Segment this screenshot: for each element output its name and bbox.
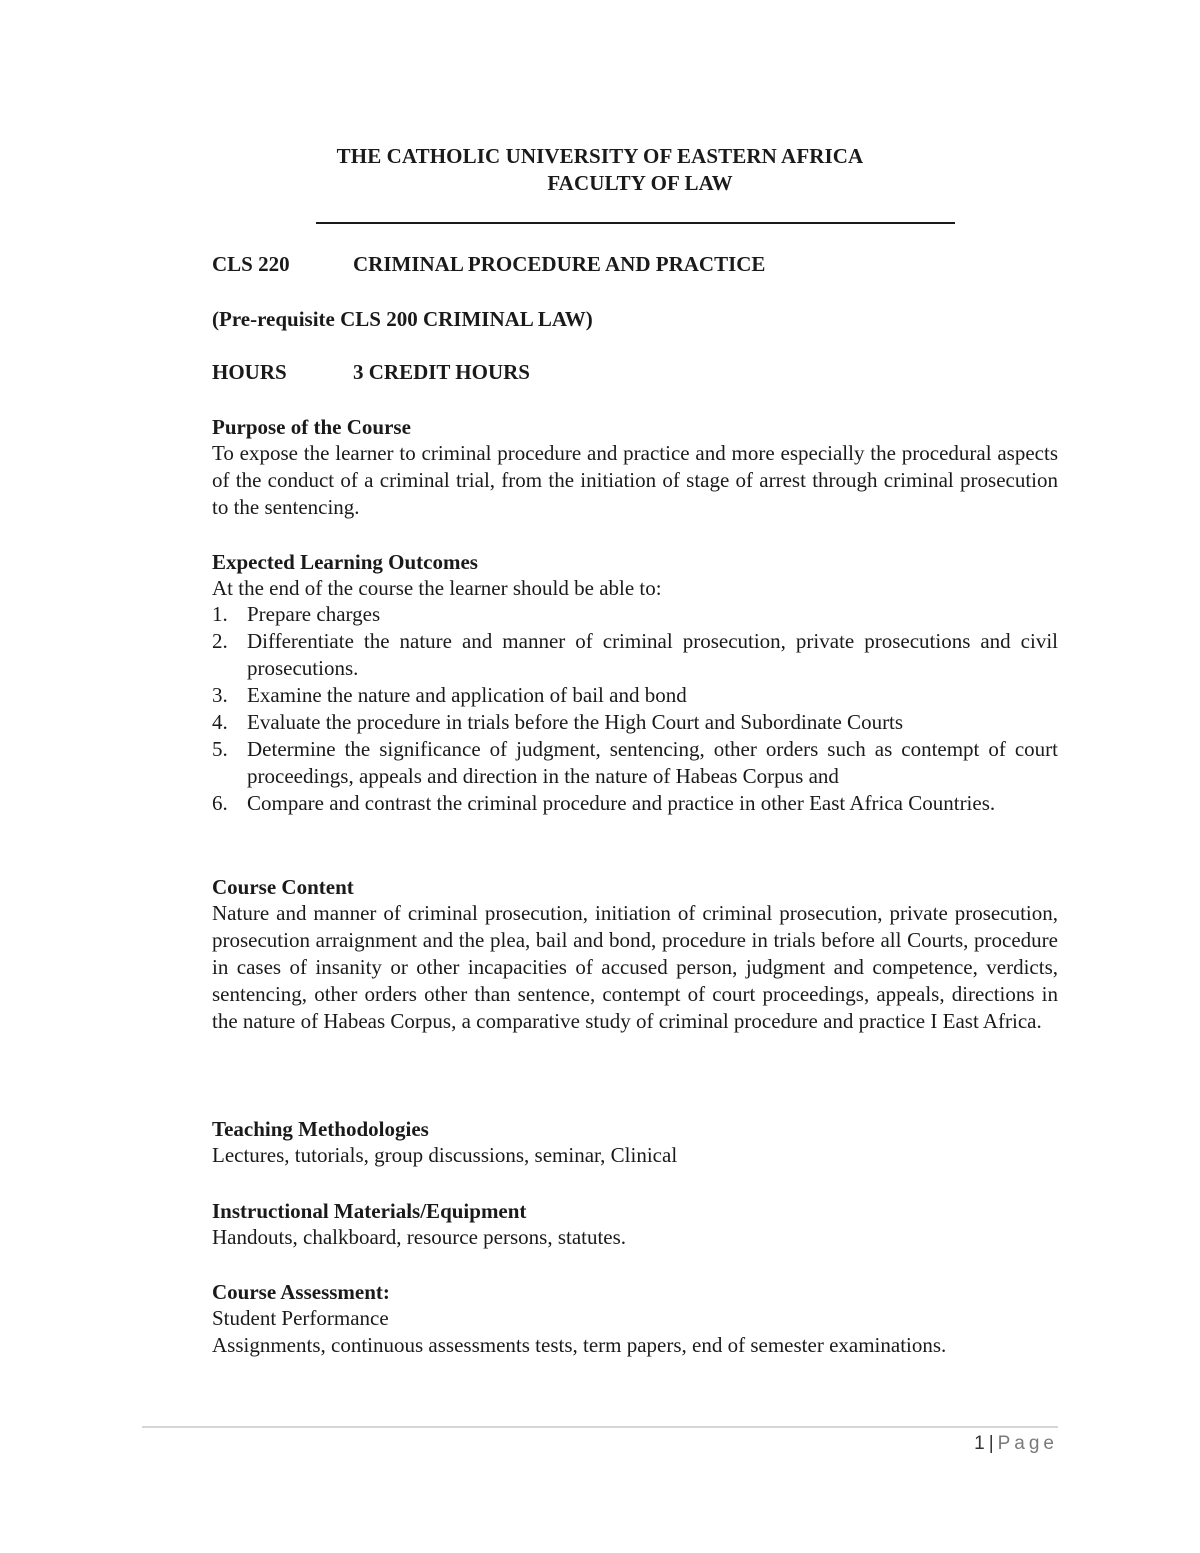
header-divider [316, 222, 955, 224]
outcomes-heading: Expected Learning Outcomes [212, 550, 478, 574]
content-heading: Course Content [212, 875, 354, 899]
teaching-heading: Teaching Methodologies [212, 1117, 429, 1141]
purpose-text: To expose the learner to criminal procedure and practice and more especially the procedural aspects of the conduct of a criminal trial, from the initiation of stage of arrest through criminal prosecution to the sentencing. [212, 441, 1058, 519]
list-item [212, 736, 1058, 790]
course-code: CLS 220 [212, 252, 290, 276]
list-item-text: Compare and contrast the criminal procedure and practice in other East Africa Countries. [247, 791, 996, 815]
list-item-text: Evaluate the procedure in trials before the High Court and Subordinate Courts [247, 710, 904, 734]
list-item [212, 682, 1058, 709]
materials-heading: Instructional Materials/Equipment [212, 1199, 527, 1223]
outcomes-list [212, 601, 1058, 817]
page-number [974, 1433, 1058, 1455]
list-number: 6. [212, 791, 228, 815]
course-title: CRIMINAL PROCEDURE AND PRACTICE [353, 252, 766, 276]
list-number: 3. [212, 683, 228, 707]
list-item-text: Differentiate the nature and manner of criminal prosecution, private prosecutions and civil prosecutions. [247, 629, 1058, 680]
list-number: 5. [212, 737, 228, 761]
list-item [212, 601, 1058, 628]
university-name: THE CATHOLIC UNIVERSITY OF EASTERN AFRICA [336, 144, 864, 168]
materials-text: Handouts, chalkboard, resource persons, statutes. [212, 1225, 627, 1249]
list-number: 2. [212, 629, 228, 653]
purpose-heading: Purpose of the Course [212, 415, 411, 439]
list-item [212, 790, 1058, 817]
course-code-row [212, 252, 766, 277]
assessment-line-2: Assignments, continuous assessments tests, term papers, end of semester examinations. [212, 1333, 947, 1357]
list-number: 4. [212, 710, 228, 734]
list-item [212, 628, 1058, 682]
outcomes-intro: At the end of the course the learner should be able to: [212, 576, 662, 600]
content-text: Nature and manner of criminal prosecution, initiation of criminal prosecution, private prosecution, prosecution arraignment and the plea, bail and bond, procedure in trials before all Courts, procedure in cases of insanity or other incapacities of accused person, judgment and competence, verdicts, sentencing, other orders other than sentence, contempt of court proceedings, appeals, directions in the nature of Habeas Corpus, a comparative study of criminal procedure and practice I East Africa. [212, 901, 1058, 1033]
assessment-line-1: Student Performance [212, 1306, 389, 1330]
list-item-text: Examine the nature and application of bail and bond [247, 683, 687, 707]
list-number: 1. [212, 602, 228, 626]
list-item-text: Prepare charges [247, 602, 381, 626]
assessment-heading: Course Assessment: [212, 1280, 390, 1304]
list-item-text: Determine the significance of judgment, sentencing, other orders such as contempt of court proceedings, appeals and direction in the nature of Habeas Corpus and [247, 737, 1058, 788]
hours-row [212, 360, 530, 385]
hours-label: HOURS [212, 360, 287, 384]
page-label: Page [997, 1433, 1058, 1454]
faculty-name: FACULTY OF LAW [547, 171, 733, 195]
list-item [212, 709, 1058, 736]
page-number-value: 1 [974, 1433, 985, 1454]
hours-value: 3 CREDIT HOURS [353, 360, 530, 384]
prerequisite: (Pre-requisite CLS 200 CRIMINAL LAW) [212, 307, 593, 331]
teaching-text: Lectures, tutorials, group discussions, seminar, Clinical [212, 1143, 678, 1167]
page-separator: | [988, 1433, 994, 1454]
footer-divider [142, 1426, 1058, 1428]
